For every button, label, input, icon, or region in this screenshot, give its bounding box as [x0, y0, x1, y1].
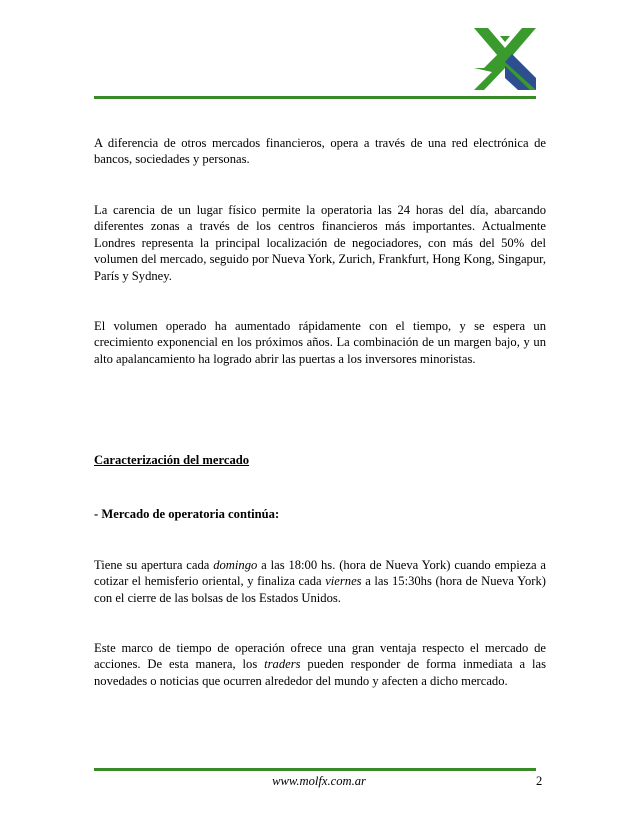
page-number: 2 [536, 774, 543, 788]
subsection-heading: - Mercado de operatoria continúa: [94, 507, 280, 521]
paragraph-5: Este marco de tiempo de operación ofrece una gran ventaja respecto el mercado de acciones. De esta manera, los traders pueden responder de forma inmediata a las novedades o noticias que ocurren alrededor del mundo y afecten a dicho mercado. [94, 641, 546, 688]
paragraph-3: El volumen operado ha aumentado rápidamente con el tiempo, y se espera un crecimiento exponencial en los próximos años. La combinación de un margen bajo, y un alto apalancamiento ha logrado abrir las puertas a los inversores minoristas. [94, 319, 546, 366]
footer-url: www.molfx.com.ar [272, 774, 366, 788]
emphasis-domingo: domingo [213, 558, 258, 572]
paragraph-2: La carencia de un lugar físico permite la operatoria las 24 horas del día, abarcando diferentes zonas a través de los centros financieros más importantes. Actualmente Londres representa la principal localización de negociadores, con más del 50% del volumen del mercado, seguido por Nueva York, Zurich, Frankfurt, Hong Kong, Singapur, París y Sydney. [94, 203, 546, 283]
emphasis-viernes: viernes [325, 574, 362, 589]
footer-rule [94, 768, 536, 771]
paragraph-1: A diferencia de otros mercados financieros, opera a través de una red electrónica de bancos, sociedades y personas. [94, 136, 546, 167]
header-rule [94, 96, 536, 99]
paragraph-4: Tiene su apertura cada domingo a las 18:00 hs. (hora de Nueva York) cuando empieza a cotizar el hemisferio oriental, y finaliza cada viernes a las 15:30hs (hora de Nueva York) con el cierre de las bolsas de los Estados Unidos. [94, 558, 546, 605]
molfx-logo-icon [474, 28, 536, 90]
emphasis-traders: traders [264, 657, 301, 672]
section-heading: Caracterización del mercado [94, 453, 250, 467]
